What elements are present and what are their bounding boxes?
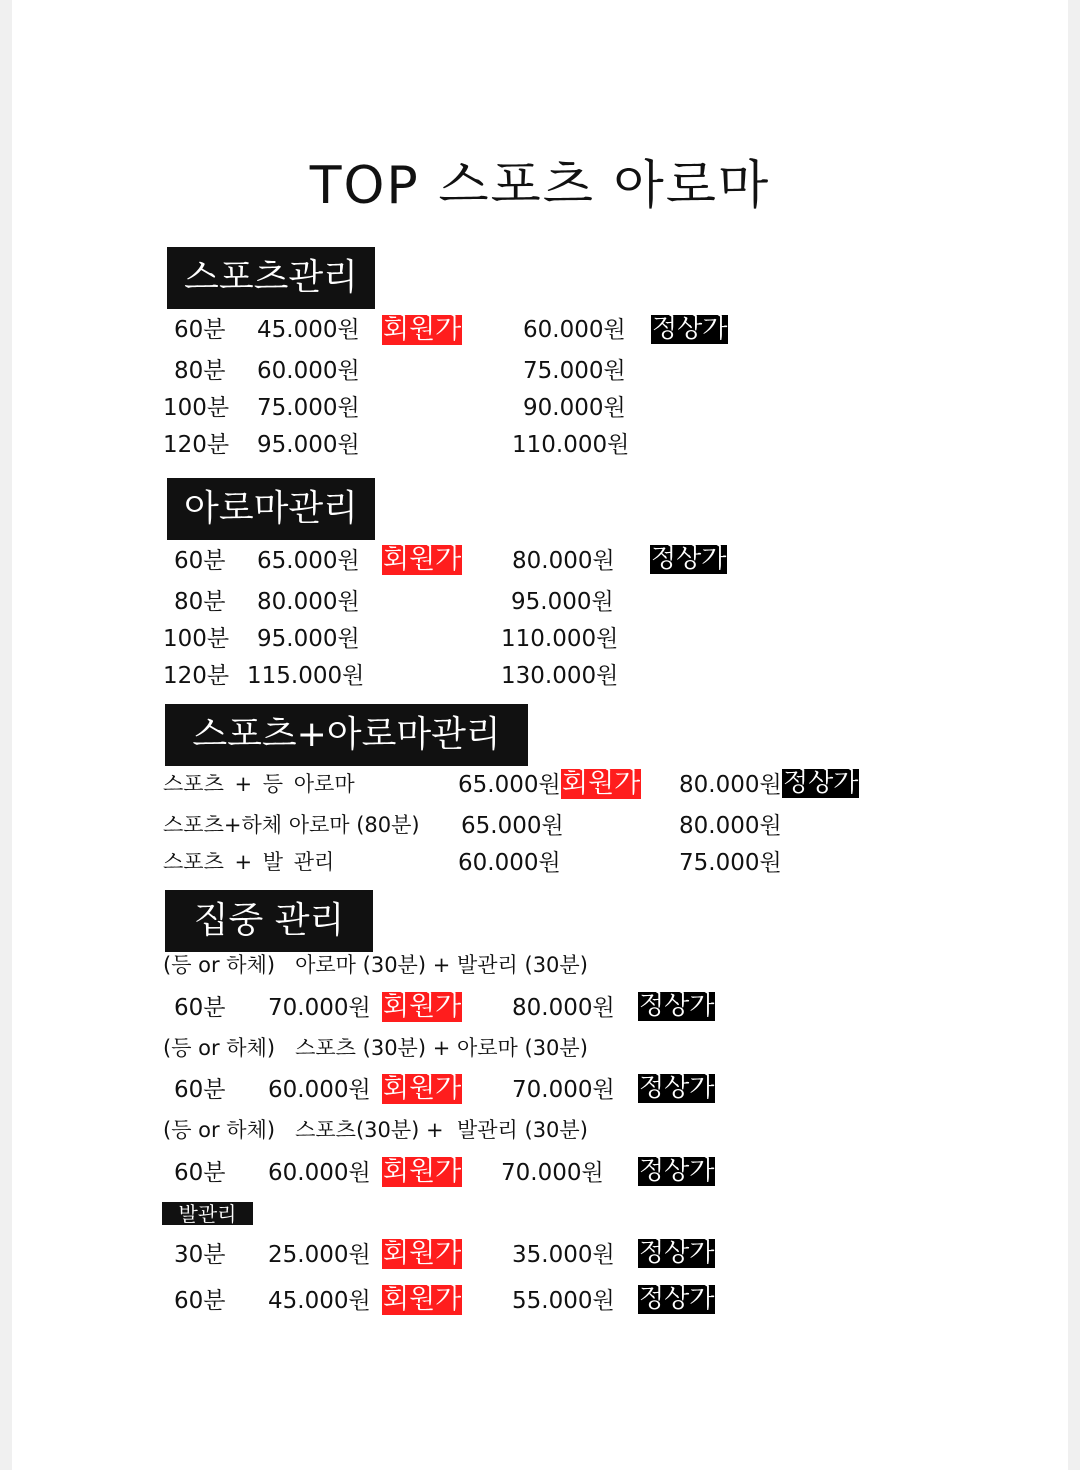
focus-description: (등 or 하체) 스포츠(30분) + 발관리 (30분) [163,1118,588,1142]
combo-member-price: 60.000원 [458,850,561,876]
member-price-badge: 회원가 [383,544,462,575]
aroma-duration: 100분 [163,626,230,652]
sports-member-price: 75.000원 [257,395,360,421]
sports-regular-price: 110.000원 [512,432,630,458]
sports-member-price: 45.000원 [257,317,360,343]
combo-regular-price: 80.000원 [679,772,782,798]
focus-regular-price: 80.000원 [512,995,615,1021]
member-price-badge: 회원가 [383,1073,462,1104]
aroma-duration: 120분 [163,663,230,689]
aroma-member-price: 115.000원 [247,663,365,689]
member-price-badge: 회원가 [383,1238,462,1269]
aroma-member-price: 95.000원 [257,626,360,652]
section-header-focus: 집중 관리 [165,890,373,952]
sports-duration: 100분 [163,395,230,421]
focus-duration: 60분 [174,1077,226,1103]
combo-regular-price: 80.000원 [679,813,782,839]
member-price-badge: 회원가 [383,314,462,345]
member-price-badge: 회원가 [383,1284,462,1315]
regular-price-badge: 정상가 [651,544,727,574]
member-price-badge: 회원가 [562,768,641,799]
sports-duration: 60분 [174,317,226,343]
regular-price-badge: 정상가 [783,768,859,798]
foot-member-price: 25.000원 [268,1242,371,1268]
regular-price-badge: 정상가 [639,1284,715,1314]
aroma-regular-price: 110.000원 [501,626,619,652]
foot-duration: 60분 [174,1288,226,1314]
aroma-regular-price: 80.000원 [512,548,615,574]
combo-name: 스포츠 + 발 관리 [163,850,335,874]
aroma-member-price: 65.000원 [257,548,360,574]
foot-duration: 30분 [174,1242,226,1268]
aroma-duration: 60분 [174,548,226,574]
combo-name: 스포츠+하체 아로마 (80분) [163,813,420,837]
combo-regular-price: 75.000원 [679,850,782,876]
regular-price-badge: 정상가 [639,1156,715,1186]
section-header-aroma: 아로마관리 [167,478,375,540]
focus-description: (등 or 하체) 스포츠 (30분) + 아로마 (30분) [163,1036,588,1060]
combo-member-price: 65.000원 [461,813,564,839]
member-price-badge: 회원가 [383,991,462,1022]
sports-member-price: 95.000원 [257,432,360,458]
regular-price-badge: 정상가 [639,1073,715,1103]
focus-regular-price: 70.000원 [501,1160,604,1186]
member-price-badge: 회원가 [383,1156,462,1187]
regular-price-badge: 정상가 [639,991,715,1021]
regular-price-badge: 정상가 [652,314,728,344]
foot-regular-price: 35.000원 [512,1242,615,1268]
focus-member-price: 70.000원 [268,995,371,1021]
combo-member-price: 65.000원 [458,772,561,798]
aroma-regular-price: 95.000원 [511,589,614,615]
foot-member-price: 45.000원 [268,1288,371,1314]
regular-price-badge: 정상가 [639,1238,715,1268]
foot-regular-price: 55.000원 [512,1288,615,1314]
focus-member-price: 60.000원 [268,1077,371,1103]
section-header-sports: 스포츠관리 [167,247,375,309]
sports-member-price: 60.000원 [257,358,360,384]
section-header-combo: 스포츠+아로마관리 [165,704,528,766]
sports-regular-price: 60.000원 [523,317,626,343]
combo-name: 스포츠 + 등 아로마 [163,772,355,796]
sports-duration: 80분 [174,358,226,384]
sports-regular-price: 90.000원 [523,395,626,421]
aroma-member-price: 80.000원 [257,589,360,615]
focus-duration: 60분 [174,1160,226,1186]
sports-regular-price: 75.000원 [523,358,626,384]
page-title: TOP 스포츠 아로마 [309,156,771,216]
focus-member-price: 60.000원 [268,1160,371,1186]
aroma-duration: 80분 [174,589,226,615]
section-header-foot: 발관리 [162,1202,253,1225]
focus-regular-price: 70.000원 [512,1077,615,1103]
sports-duration: 120분 [163,432,230,458]
focus-duration: 60분 [174,995,226,1021]
focus-description: (등 or 하체) 아로마 (30분) + 발관리 (30분) [163,953,588,977]
aroma-regular-price: 130.000원 [501,663,619,689]
